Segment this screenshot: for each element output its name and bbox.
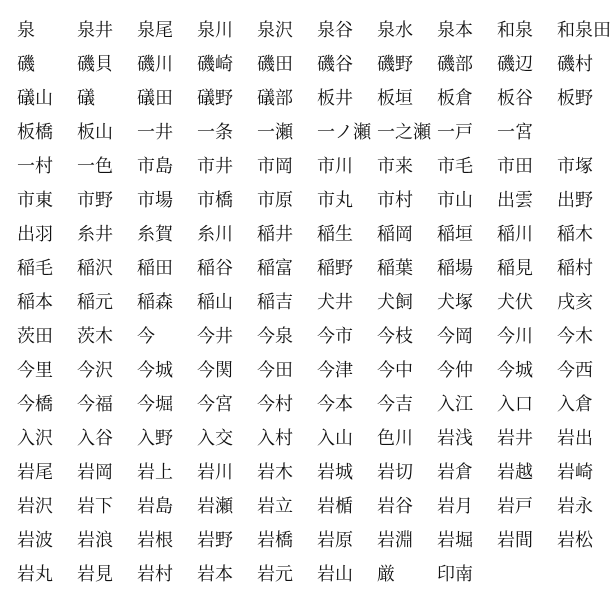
surname-entry: 今井 — [197, 326, 233, 347]
surname-entry: 稲場 — [437, 258, 473, 279]
surname-entry: 岩崎 — [557, 462, 593, 483]
surname-entry: 稲葉 — [377, 258, 413, 279]
surname-entry: 岩上 — [137, 462, 173, 483]
surname-entry: 泉谷 — [317, 20, 353, 41]
surname-entry: 市山 — [437, 190, 473, 211]
surname-entry: 今宮 — [197, 394, 233, 415]
surname-entry: 入村 — [257, 428, 293, 449]
surname-entry: 泉沢 — [257, 20, 293, 41]
surname-entry: 一村 — [17, 156, 53, 177]
surname-entry: 岩沢 — [17, 496, 53, 517]
surname-entry: 礒野 — [197, 88, 233, 109]
surname-entry: 稲田 — [137, 258, 173, 279]
surname-entry: 色川 — [377, 428, 413, 449]
surname-entry: 泉川 — [197, 20, 233, 41]
surname-entry: 稲山 — [197, 292, 233, 313]
surname-entry: 市野 — [77, 190, 113, 211]
surname-entry: 稲沢 — [77, 258, 113, 279]
surname-entry: 今田 — [257, 360, 293, 381]
surname-entry: 岩井 — [497, 428, 533, 449]
surname-entry: 磯崎 — [197, 54, 233, 75]
surname-entry: 稲元 — [77, 292, 113, 313]
surname-entry: 板野 — [557, 88, 593, 109]
surname-entry: 犬塚 — [437, 292, 473, 313]
surname-entry: 今里 — [17, 360, 53, 381]
surname-entry: 入交 — [197, 428, 233, 449]
surname-entry: 犬飼 — [377, 292, 413, 313]
surname-entry: 泉井 — [77, 20, 113, 41]
surname-entry: 茨田 — [17, 326, 53, 347]
surname-entry: 岩木 — [257, 462, 293, 483]
surname-entry: 磯川 — [137, 54, 173, 75]
surname-entry: 市毛 — [437, 156, 473, 177]
surname-entry: 岩松 — [557, 530, 593, 551]
surname-entry: 岩元 — [257, 564, 293, 585]
surname-entry: 一井 — [137, 122, 173, 143]
surname-entry: 一之瀬 — [377, 122, 431, 143]
surname-entry: 稲垣 — [437, 224, 473, 245]
surname-entry: 板橋 — [17, 122, 53, 143]
surname-entry: 岩谷 — [377, 496, 413, 517]
surname-entry: 入江 — [437, 394, 473, 415]
surname-entry: 今橋 — [17, 394, 53, 415]
surname-entry: 岩野 — [197, 530, 233, 551]
surname-entry: 今市 — [317, 326, 353, 347]
surname-entry: 礒山 — [17, 88, 53, 109]
surname-entry: 今城 — [497, 360, 533, 381]
surname-entry: 市東 — [17, 190, 53, 211]
surname-entry: 市来 — [377, 156, 413, 177]
surname-entry: 糸川 — [197, 224, 233, 245]
surname-entry: 磯野 — [377, 54, 413, 75]
surname-entry: 市田 — [497, 156, 533, 177]
surname-entry: 市川 — [317, 156, 353, 177]
surname-entry: 岩堀 — [437, 530, 473, 551]
surname-entry: 犬伏 — [497, 292, 533, 313]
surname-entry: 出野 — [557, 190, 593, 211]
surname-entry: 稲岡 — [377, 224, 413, 245]
surname-entry: 今西 — [557, 360, 593, 381]
surname-entry: 岩間 — [497, 530, 533, 551]
surname-entry: 市場 — [137, 190, 173, 211]
surname-entry: 市原 — [257, 190, 293, 211]
surname-entry: 礒部 — [257, 88, 293, 109]
surname-entry: 稲富 — [257, 258, 293, 279]
surname-entry: 一瀬 — [257, 122, 293, 143]
surname-entry: 稲見 — [497, 258, 533, 279]
surname-entry: 厳 — [377, 564, 395, 585]
surname-entry: 岩島 — [137, 496, 173, 517]
surname-entry: 稲川 — [497, 224, 533, 245]
surname-entry: 一戸 — [437, 122, 473, 143]
surname-entry: 今関 — [197, 360, 233, 381]
surname-entry: 磯 — [17, 54, 35, 75]
surname-entry: 稲谷 — [197, 258, 233, 279]
surname-entry: 一ノ瀬 — [317, 122, 371, 143]
surname-entry: 茨木 — [77, 326, 113, 347]
surname-entry: 和泉 — [497, 20, 533, 41]
surname-entry: 今木 — [557, 326, 593, 347]
surname-entry: 今沢 — [77, 360, 113, 381]
surname-entry: 岩本 — [197, 564, 233, 585]
surname-entry: 磯貝 — [77, 54, 113, 75]
surname-entry: 礒田 — [137, 88, 173, 109]
surname-entry — [557, 116, 612, 150]
surname-entry: 岩山 — [317, 564, 353, 585]
surname-entry: 岩倉 — [437, 462, 473, 483]
surname-entry: 岩川 — [197, 462, 233, 483]
surname-entry: 岩楯 — [317, 496, 353, 517]
surname-entry: 磯谷 — [317, 54, 353, 75]
surname-entry: 礒 — [77, 88, 95, 109]
surname-entry: 市岡 — [257, 156, 293, 177]
surname-entry: 岩村 — [137, 564, 173, 585]
surname-entry: 泉水 — [377, 20, 413, 41]
surname-entry: 市橋 — [197, 190, 233, 211]
surname-grid — [17, 14, 612, 592]
surname-entry: 岩淵 — [377, 530, 413, 551]
surname-entry: 入野 — [137, 428, 173, 449]
surname-entry: 磯辺 — [497, 54, 533, 75]
surname-entry: 岩浪 — [77, 530, 113, 551]
surname-entry: 板谷 — [497, 88, 533, 109]
surname-entry: 稲森 — [137, 292, 173, 313]
surname-entry: 一宮 — [497, 122, 533, 143]
surname-entry: 入倉 — [557, 394, 593, 415]
surname-entry: 一条 — [197, 122, 233, 143]
surname-entry: 糸賀 — [137, 224, 173, 245]
surname-entry: 市島 — [137, 156, 173, 177]
surname-entry: 今泉 — [257, 326, 293, 347]
surname-entry: 今中 — [377, 360, 413, 381]
surname-entry: 岩橋 — [257, 530, 293, 551]
surname-entry: 今枝 — [377, 326, 413, 347]
surname-entry: 一色 — [77, 156, 113, 177]
surname-entry: 岩戸 — [497, 496, 533, 517]
surname-entry: 今福 — [77, 394, 113, 415]
surname-entry: 犬井 — [317, 292, 353, 313]
surname-entry: 今吉 — [377, 394, 413, 415]
surname-entry: 岩浅 — [437, 428, 473, 449]
surname-entry: 磯部 — [437, 54, 473, 75]
surname-entry: 今城 — [137, 360, 173, 381]
surname-entry: 出羽 — [17, 224, 53, 245]
surname-entry: 稲毛 — [17, 258, 53, 279]
surname-entry: 泉 — [17, 20, 35, 41]
surname-entry: 岩見 — [77, 564, 113, 585]
surname-entry: 岩永 — [557, 496, 593, 517]
surname-entry: 岩立 — [257, 496, 293, 517]
surname-entry: 板井 — [317, 88, 353, 109]
surname-entry: 市丸 — [317, 190, 353, 211]
surname-entry: 出雲 — [497, 190, 533, 211]
surname-entry: 岩波 — [17, 530, 53, 551]
surname-entry: 岩尾 — [17, 462, 53, 483]
surname-entry: 岩月 — [437, 496, 473, 517]
surname-entry: 稲井 — [257, 224, 293, 245]
surname-entry: 今川 — [497, 326, 533, 347]
surname-entry: 今堀 — [137, 394, 173, 415]
surname-entry: 稲本 — [17, 292, 53, 313]
surname-entry: 今村 — [257, 394, 293, 415]
surname-entry: 今仲 — [437, 360, 473, 381]
surname-entry: 入沢 — [17, 428, 53, 449]
surname-entry: 和泉田 — [557, 20, 611, 41]
surname-entry: 磯田 — [257, 54, 293, 75]
surname-entry: 板倉 — [437, 88, 473, 109]
surname-entry: 今津 — [317, 360, 353, 381]
surname-entry: 稲野 — [317, 258, 353, 279]
surname-entry: 入山 — [317, 428, 353, 449]
surname-entry: 今岡 — [437, 326, 473, 347]
surname-entry: 岩丸 — [17, 564, 53, 585]
surname-entry: 岩切 — [377, 462, 413, 483]
surname-entry: 岩城 — [317, 462, 353, 483]
surname-entry: 市塚 — [557, 156, 593, 177]
surname-entry: 今本 — [317, 394, 353, 415]
surname-entry: 板山 — [77, 122, 113, 143]
surname-entry: 市村 — [377, 190, 413, 211]
surname-entry: 稲村 — [557, 258, 593, 279]
surname-entry: 岩原 — [317, 530, 353, 551]
surname-entry: 入谷 — [77, 428, 113, 449]
surname-entry: 岩岡 — [77, 462, 113, 483]
surname-entry: 入口 — [497, 394, 533, 415]
surname-entry: 泉本 — [437, 20, 473, 41]
surname-entry: 稲吉 — [257, 292, 293, 313]
surname-entry: 糸井 — [77, 224, 113, 245]
surname-entry: 今 — [137, 326, 155, 347]
surname-entry: 稲木 — [557, 224, 593, 245]
surname-entry: 印南 — [437, 564, 473, 585]
surname-entry: 戌亥 — [557, 292, 593, 313]
surname-entry: 板垣 — [377, 88, 413, 109]
surname-entry: 泉尾 — [137, 20, 173, 41]
surname-entry: 市井 — [197, 156, 233, 177]
surname-entry: 岩越 — [497, 462, 533, 483]
surname-entry: 岩下 — [77, 496, 113, 517]
surname-entry: 磯村 — [557, 54, 593, 75]
surname-entry: 岩瀬 — [197, 496, 233, 517]
surname-entry: 稲生 — [317, 224, 353, 245]
surname-entry: 岩根 — [137, 530, 173, 551]
surname-entry: 岩出 — [557, 428, 593, 449]
